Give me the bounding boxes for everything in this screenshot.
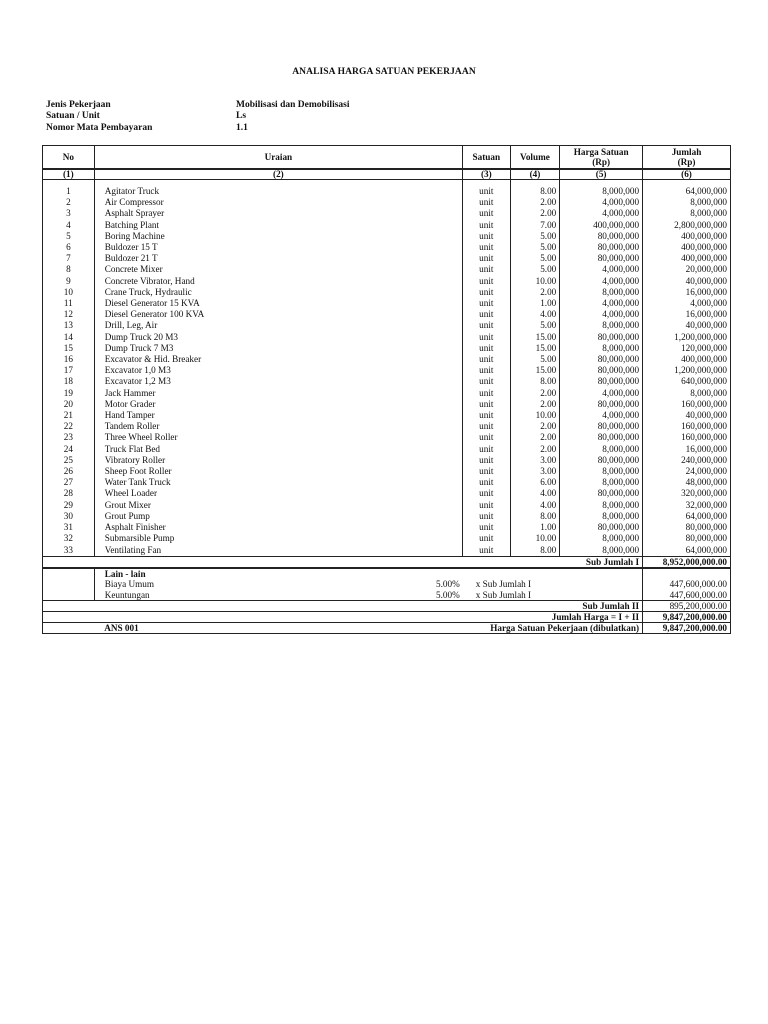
row-satuan: unit <box>463 522 511 533</box>
meta-label: Nomor Mata Pembayaran <box>46 122 153 133</box>
jumlah-harga-row <box>43 612 731 623</box>
lain-lain-pct: 5.00% <box>435 589 460 600</box>
row-volume: 8.00 <box>510 511 560 522</box>
table-row <box>43 186 731 197</box>
table-row <box>43 533 731 544</box>
jumlah-harga-value: 9,847,200,000.00 <box>643 612 731 623</box>
row-volume: 1.00 <box>510 522 560 533</box>
table-row <box>43 500 731 511</box>
col-number: (6) <box>643 169 731 180</box>
row-jumlah: 40,000,000 <box>643 276 731 287</box>
header-row <box>43 146 731 170</box>
lain-lain-row <box>43 590 731 601</box>
row-harga-satuan: 80,000,000 <box>560 455 643 466</box>
table-row <box>43 432 731 443</box>
row-no: 26 <box>43 466 95 477</box>
header-jumlah-label: Jumlah <box>671 147 702 157</box>
final-code: ANS 001 <box>94 623 462 634</box>
row-harga-satuan: 80,000,000 <box>560 354 643 365</box>
jumlah-harga-label: Jumlah Harga = I + II <box>43 612 643 623</box>
row-no: 18 <box>43 376 95 387</box>
row-satuan: unit <box>463 231 511 242</box>
row-no: 27 <box>43 477 95 488</box>
row-harga-satuan: 80,000,000 <box>560 242 643 253</box>
table-row <box>43 488 731 499</box>
table-row <box>43 332 731 343</box>
row-uraian: Diesel Generator 15 KVA <box>94 298 462 309</box>
row-uraian: Boring Machine <box>94 231 462 242</box>
table-row <box>43 343 731 354</box>
row-volume: 3.00 <box>510 466 560 477</box>
row-jumlah: 400,000,000 <box>643 242 731 253</box>
row-jumlah: 320,000,000 <box>643 488 731 499</box>
final-label: Harga Satuan Pekerjaan (dibulatkan) <box>463 623 643 634</box>
row-no: 19 <box>43 388 95 399</box>
final-value: 9,847,200,000.00 <box>643 623 731 634</box>
row-jumlah: 80,000,000 <box>643 522 731 533</box>
row-uraian: Tandem Roller <box>94 421 462 432</box>
row-jumlah: 400,000,000 <box>643 253 731 264</box>
row-no: 15 <box>43 343 95 354</box>
row-no: 4 <box>43 220 95 231</box>
row-volume: 5.00 <box>510 231 560 242</box>
row-no: 13 <box>43 320 95 331</box>
row-uraian: Dump Truck 20 M3 <box>94 332 462 343</box>
row-harga-satuan: 8,000,000 <box>560 287 643 298</box>
table-row <box>43 545 731 557</box>
table-row <box>43 410 731 421</box>
meta-row-satuan <box>46 111 350 122</box>
row-uraian: Ventilating Fan <box>94 545 462 557</box>
row-jumlah: 8,000,000 <box>643 197 731 208</box>
row-no: 31 <box>43 522 95 533</box>
row-uraian: Asphalt Sprayer <box>94 208 462 219</box>
table-row <box>43 444 731 455</box>
row-jumlah: 640,000,000 <box>643 376 731 387</box>
row-satuan: unit <box>463 444 511 455</box>
row-uraian: Hand Tamper <box>94 410 462 421</box>
meta-row-jenis <box>46 100 350 111</box>
lain-lain-value: 447,600,000.00 <box>643 579 731 590</box>
row-satuan: unit <box>463 466 511 477</box>
row-harga-satuan: 80,000,000 <box>560 421 643 432</box>
sub-jumlah-1-label: Sub Jumlah I <box>43 556 643 568</box>
rows-body <box>43 180 731 557</box>
row-volume: 10.00 <box>510 410 560 421</box>
row-jumlah: 1,200,000,000 <box>643 365 731 376</box>
row-no: 12 <box>43 309 95 320</box>
table-row <box>43 522 731 533</box>
row-satuan: unit <box>463 332 511 343</box>
document-title: ANALISA HARGA SATUAN PEKERJAAN <box>292 67 476 77</box>
col-number: (5) <box>560 169 643 180</box>
row-harga-satuan: 80,000,000 <box>560 365 643 376</box>
meta-value: Ls <box>236 111 247 122</box>
row-volume: 8.00 <box>510 186 560 197</box>
row-satuan: unit <box>463 455 511 466</box>
row-jumlah: 4,000,000 <box>643 298 731 309</box>
row-volume: 15.00 <box>510 365 560 376</box>
row-harga-satuan: 8,000,000 <box>560 533 643 544</box>
row-volume: 2.00 <box>510 287 560 298</box>
row-volume: 4.00 <box>510 488 560 499</box>
table-row <box>43 511 731 522</box>
row-jumlah: 16,000,000 <box>643 287 731 298</box>
row-harga-satuan: 8,000,000 <box>560 477 643 488</box>
row-harga-satuan: 80,000,000 <box>560 231 643 242</box>
row-harga-satuan: 80,000,000 <box>560 253 643 264</box>
table-row <box>43 399 731 410</box>
row-no: 10 <box>43 287 95 298</box>
row-satuan: unit <box>463 365 511 376</box>
row-uraian: Grout Pump <box>94 511 462 522</box>
row-uraian: Dump Truck 7 M3 <box>94 343 462 354</box>
row-jumlah: 64,000,000 <box>643 186 731 197</box>
row-harga-satuan: 80,000,000 <box>560 488 643 499</box>
row-jumlah: 24,000,000 <box>643 466 731 477</box>
header-harga-satuan-label: Harga Satuan <box>573 147 629 157</box>
meta-label: Satuan / Unit <box>46 111 100 122</box>
row-harga-satuan: 80,000,000 <box>560 332 643 343</box>
meta-value: Mobilisasi dan Demobilisasi <box>236 100 350 110</box>
row-uraian: Excavator & Hid. Breaker <box>94 354 462 365</box>
row-uraian: Truck Flat Bed <box>94 444 462 455</box>
header-volume: Volume <box>510 146 560 170</box>
row-harga-satuan: 4,000,000 <box>560 298 643 309</box>
row-uraian: Concrete Vibrator, Hand <box>94 276 462 287</box>
table-row <box>43 264 731 275</box>
row-satuan: unit <box>463 399 511 410</box>
row-satuan: unit <box>463 253 511 264</box>
row-no: 29 <box>43 500 95 511</box>
row-uraian: Batching Plant <box>94 220 462 231</box>
row-harga-satuan: 8,000,000 <box>560 186 643 197</box>
row-volume: 7.00 <box>510 220 560 231</box>
row-satuan: unit <box>463 410 511 421</box>
row-harga-satuan: 4,000,000 <box>560 276 643 287</box>
row-jumlah: 400,000,000 <box>643 354 731 365</box>
row-uraian: Concrete Mixer <box>94 264 462 275</box>
row-jumlah: 64,000,000 <box>643 511 731 522</box>
row-satuan: unit <box>463 376 511 387</box>
row-no: 28 <box>43 488 95 499</box>
row-harga-satuan: 8,000,000 <box>560 320 643 331</box>
row-no: 16 <box>43 354 95 365</box>
table-row <box>43 220 731 231</box>
lain-lain-label: Keuntungan <box>104 589 150 600</box>
row-uraian: Motor Grader <box>94 399 462 410</box>
col-number: (1) <box>43 169 95 180</box>
row-uraian: Grout Mixer <box>94 500 462 511</box>
row-volume: 8.00 <box>510 545 560 557</box>
row-harga-satuan: 4,000,000 <box>560 264 643 275</box>
row-jumlah: 16,000,000 <box>643 444 731 455</box>
row-no: 17 <box>43 365 95 376</box>
row-no: 24 <box>43 444 95 455</box>
row-satuan: unit <box>463 264 511 275</box>
table-row <box>43 455 731 466</box>
row-satuan: unit <box>463 488 511 499</box>
row-satuan: unit <box>463 388 511 399</box>
row-harga-satuan: 80,000,000 <box>560 522 643 533</box>
row-volume: 15.00 <box>510 332 560 343</box>
row-volume: 5.00 <box>510 253 560 264</box>
row-jumlah: 160,000,000 <box>643 432 731 443</box>
meta-label: Jenis Pekerjaan <box>46 100 111 110</box>
sub-jumlah-1-row <box>43 556 731 568</box>
row-uraian: Water Tank Truck <box>94 477 462 488</box>
row-harga-satuan: 80,000,000 <box>560 432 643 443</box>
row-satuan: unit <box>463 477 511 488</box>
table-row <box>43 320 731 331</box>
row-jumlah: 8,000,000 <box>643 388 731 399</box>
lain-lain-heading: Lain - lain <box>94 568 642 580</box>
row-uraian: Buldozer 15 T <box>94 242 462 253</box>
row-jumlah: 2,800,000,000 <box>643 220 731 231</box>
table-row <box>43 466 731 477</box>
row-uraian: Jack Hammer <box>94 388 462 399</box>
row-satuan: unit <box>463 354 511 365</box>
row-harga-satuan: 80,000,000 <box>560 376 643 387</box>
row-harga-satuan: 8,000,000 <box>560 511 643 522</box>
lain-lain-row <box>43 579 731 590</box>
table-row <box>43 309 731 320</box>
row-no: 30 <box>43 511 95 522</box>
row-uraian: Sheep Foot Roller <box>94 466 462 477</box>
row-volume: 10.00 <box>510 276 560 287</box>
row-jumlah: 48,000,000 <box>643 477 731 488</box>
row-harga-satuan: 4,000,000 <box>560 208 643 219</box>
row-no: 6 <box>43 242 95 253</box>
table-row <box>43 287 731 298</box>
row-uraian: Agitator Truck <box>94 186 462 197</box>
row-harga-satuan: 4,000,000 <box>560 410 643 421</box>
header-jumlah <box>643 146 731 170</box>
row-jumlah: 1,200,000,000 <box>643 332 731 343</box>
row-no: 8 <box>43 264 95 275</box>
row-jumlah: 160,000,000 <box>643 421 731 432</box>
row-no: 7 <box>43 253 95 264</box>
row-no: 25 <box>43 455 95 466</box>
row-no: 11 <box>43 298 95 309</box>
row-satuan: unit <box>463 533 511 544</box>
row-no: 20 <box>43 399 95 410</box>
row-no: 2 <box>43 197 95 208</box>
row-no: 22 <box>43 421 95 432</box>
row-jumlah: 40,000,000 <box>643 320 731 331</box>
row-jumlah: 120,000,000 <box>643 343 731 354</box>
table-row <box>43 477 731 488</box>
row-satuan: unit <box>463 197 511 208</box>
row-jumlah: 40,000,000 <box>643 410 731 421</box>
header-harga-satuan <box>560 146 643 170</box>
row-uraian: Air Compressor <box>94 197 462 208</box>
row-volume: 5.00 <box>510 264 560 275</box>
meta-value: 1.1 <box>236 122 248 133</box>
row-satuan: unit <box>463 309 511 320</box>
row-satuan: unit <box>463 432 511 443</box>
row-no: 3 <box>43 208 95 219</box>
row-volume: 2.00 <box>510 444 560 455</box>
row-volume: 5.00 <box>510 320 560 331</box>
row-harga-satuan: 80,000,000 <box>560 399 643 410</box>
row-uraian: Wheel Loader <box>94 488 462 499</box>
table-row <box>43 253 731 264</box>
lain-lain-value: 447,600,000.00 <box>643 590 731 601</box>
row-satuan: unit <box>463 287 511 298</box>
lain-lain-label: Biaya Umum <box>104 579 154 590</box>
row-no: 9 <box>43 276 95 287</box>
row-volume: 2.00 <box>510 388 560 399</box>
table-row <box>43 354 731 365</box>
sub-jumlah-2-row <box>43 601 731 612</box>
row-no: 21 <box>43 410 95 421</box>
final-row <box>43 623 731 634</box>
sub-jumlah-2-label: Sub Jumlah II <box>43 601 643 612</box>
row-no: 33 <box>43 545 95 557</box>
row-jumlah: 16,000,000 <box>643 309 731 320</box>
table-row <box>43 276 731 287</box>
row-satuan: unit <box>463 511 511 522</box>
sub-jumlah-1-value: 8,952,000,000.00 <box>643 556 731 568</box>
row-volume: 8.00 <box>510 376 560 387</box>
meta-row-nomor <box>46 123 350 134</box>
header-jumlah-unit: (Rp) <box>677 157 696 167</box>
row-uraian: Excavator 1,2 M3 <box>94 376 462 387</box>
row-satuan: unit <box>463 242 511 253</box>
row-volume: 2.00 <box>510 197 560 208</box>
table-row <box>43 242 731 253</box>
column-number-row <box>43 169 731 180</box>
row-satuan: unit <box>463 320 511 331</box>
col-number: (3) <box>463 169 511 180</box>
col-number: (4) <box>510 169 560 180</box>
row-no: 14 <box>43 332 95 343</box>
row-volume: 4.00 <box>510 500 560 511</box>
header-no: No <box>43 146 95 170</box>
row-satuan: unit <box>463 186 511 197</box>
row-uraian: Diesel Generator 100 KVA <box>94 309 462 320</box>
row-satuan: unit <box>463 421 511 432</box>
row-volume: 5.00 <box>510 242 560 253</box>
row-jumlah: 240,000,000 <box>643 455 731 466</box>
row-no: 32 <box>43 533 95 544</box>
lain-lain-pct: 5.00% <box>435 579 460 590</box>
row-jumlah: 400,000,000 <box>643 231 731 242</box>
row-harga-satuan: 8,000,000 <box>560 500 643 511</box>
row-satuan: unit <box>463 545 511 557</box>
header-uraian: Uraian <box>94 146 462 170</box>
table-row <box>43 376 731 387</box>
row-satuan: unit <box>463 500 511 511</box>
row-jumlah: 80,000,000 <box>643 533 731 544</box>
table-row <box>43 388 731 399</box>
lain-lain-heading-row <box>43 568 731 580</box>
lain-lain-basis: x Sub Jumlah I <box>475 589 532 600</box>
analysis-table <box>42 145 731 634</box>
row-volume: 5.00 <box>510 354 560 365</box>
sub-jumlah-2-value: 895,200,000.00 <box>643 601 731 612</box>
row-volume: 2.00 <box>510 421 560 432</box>
row-jumlah: 160,000,000 <box>643 399 731 410</box>
row-no: 5 <box>43 231 95 242</box>
table-row <box>43 208 731 219</box>
row-uraian: Vibratory Roller <box>94 455 462 466</box>
row-satuan: unit <box>463 276 511 287</box>
row-volume: 15.00 <box>510 343 560 354</box>
table-row <box>43 421 731 432</box>
row-uraian: Three Wheel Roller <box>94 432 462 443</box>
row-satuan: unit <box>463 343 511 354</box>
lain-lain-basis: x Sub Jumlah I <box>475 579 532 590</box>
row-harga-satuan: 8,000,000 <box>560 343 643 354</box>
row-satuan: unit <box>463 208 511 219</box>
row-volume: 2.00 <box>510 432 560 443</box>
summary-body <box>43 556 731 634</box>
row-uraian: Asphalt Finisher <box>94 522 462 533</box>
row-volume: 1.00 <box>510 298 560 309</box>
row-jumlah: 64,000,000 <box>643 545 731 557</box>
table-row <box>43 365 731 376</box>
header-satuan: Satuan <box>463 146 511 170</box>
table-row <box>43 197 731 208</box>
col-number: (2) <box>94 169 462 180</box>
row-jumlah: 20,000,000 <box>643 264 731 275</box>
table-row <box>43 231 731 242</box>
row-harga-satuan: 8,000,000 <box>560 444 643 455</box>
row-uraian: Submarsible Pump <box>94 533 462 544</box>
row-jumlah: 32,000,000 <box>643 500 731 511</box>
row-uraian: Buldozer 21 T <box>94 253 462 264</box>
row-volume: 4.00 <box>510 309 560 320</box>
row-satuan: unit <box>463 298 511 309</box>
row-no: 1 <box>43 186 95 197</box>
row-volume: 3.00 <box>510 455 560 466</box>
row-harga-satuan: 4,000,000 <box>560 197 643 208</box>
row-jumlah: 8,000,000 <box>643 208 731 219</box>
row-volume: 6.00 <box>510 477 560 488</box>
header-harga-satuan-unit: (Rp) <box>592 157 611 167</box>
row-no: 23 <box>43 432 95 443</box>
table-row <box>43 298 731 309</box>
row-uraian: Crane Truck, Hydraulic <box>94 287 462 298</box>
row-harga-satuan: 400,000,000 <box>560 220 643 231</box>
row-harga-satuan: 4,000,000 <box>560 309 643 320</box>
row-uraian: Drill, Leg, Air <box>94 320 462 331</box>
row-harga-satuan: 4,000,000 <box>560 388 643 399</box>
row-harga-satuan: 8,000,000 <box>560 545 643 557</box>
row-satuan: unit <box>463 220 511 231</box>
row-harga-satuan: 8,000,000 <box>560 466 643 477</box>
row-volume: 10.00 <box>510 533 560 544</box>
row-volume: 2.00 <box>510 208 560 219</box>
row-volume: 2.00 <box>510 399 560 410</box>
meta-block <box>46 100 350 134</box>
row-uraian: Excavator 1,0 M3 <box>94 365 462 376</box>
